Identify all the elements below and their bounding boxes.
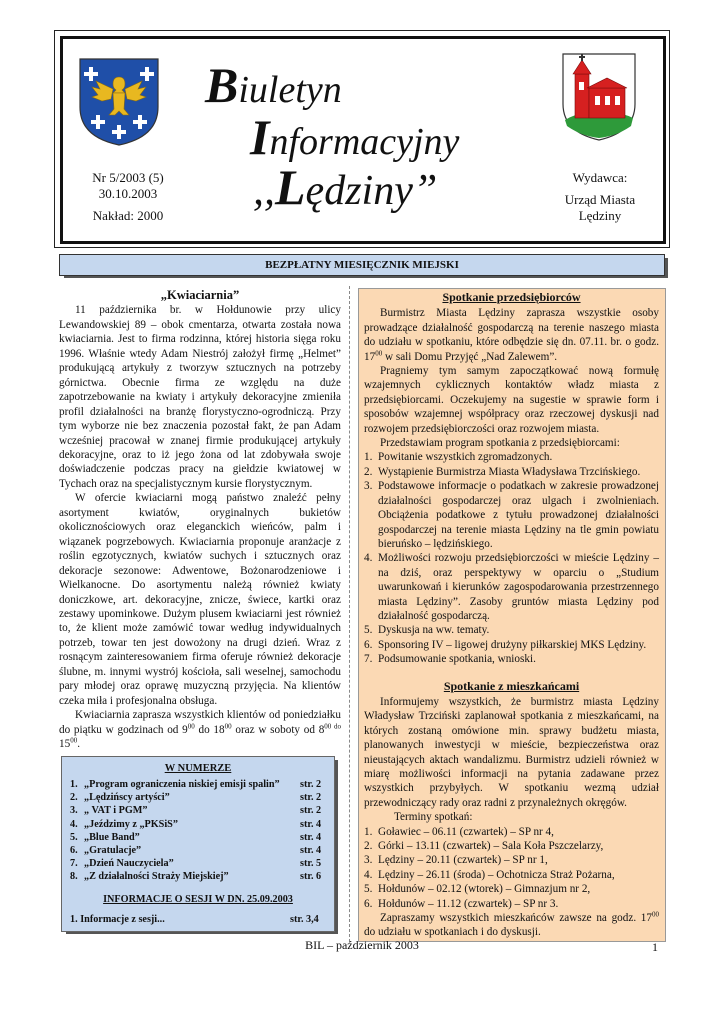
- toc-session-item[interactable]: 1. Informacje z sesji... str. 3,4: [70, 913, 319, 925]
- right-column: [364, 290, 659, 940]
- toc-item[interactable]: 1. „Program ograniczenia niskiej emisji spalin” str. 2: [70, 779, 322, 790]
- session-heading: INFORMACJE O SESJI W DN. 25.09.2003: [103, 893, 293, 905]
- list-item: 6. Sponsoring IV – ligowej drużyny piłkarskiej MKS Lędziny.: [364, 638, 647, 651]
- toc-item[interactable]: 6. „Gratulacje” str. 4: [70, 844, 322, 856]
- toc-item[interactable]: 5. „Blue Band” str. 4: [70, 831, 322, 843]
- meetings-list: [364, 825, 659, 911]
- toc-item[interactable]: 8. „Z działalności Straży Miejskiej” str. 6: [70, 871, 322, 883]
- table-of-contents: [61, 756, 335, 932]
- silesian-eagle-crest-icon: [78, 57, 160, 147]
- list-item: 4. Możliwości rozwoju przedsiębiorczości w mieście Lędziny – na dziś, oraz perspektywy w oparciu o „Studium uwarunkowań i kierunków zagospodarowania przestrzennego miasta Lędziny”. Zasoby gruntów miasta Lędziny pod działalność gospodarczą.: [364, 552, 659, 622]
- toc-list: [62, 778, 334, 884]
- toc-item[interactable]: 7. „Dzień Nauczyciela” str. 5: [70, 858, 322, 870]
- toc-heading: W NUMERZE: [164, 763, 232, 774]
- list-item: 2. Górki – 13.11 (czwartek) – Sala Koła Pszczelarzy,: [364, 840, 604, 853]
- article-kwiaciarnia: [59, 288, 341, 752]
- article-paragraph: Kwiaciarnia zaprasza wszystkich klientów od poniedziałku do piątku w godzinach od $9^{00}$ do $18^{00}$ oraz w soboty od $8^{00 do}$ $15^{00}$.: [59, 709, 341, 751]
- footer: BIL – październik 2003: [305, 938, 419, 952]
- title-line-1: Biuletyn: [205, 57, 342, 113]
- list-item: 5. Dyskusja na ww. tematy.: [364, 624, 490, 637]
- list-item: 2. Wystąpienie Burmistrza Miasta Władysława Trzcińskiego.: [364, 465, 641, 478]
- list-item: 4. Lędziny – 26.11 (środa) – Ochotnicza Straż Pożarna,: [364, 868, 615, 881]
- list-item: 3. Podstawowe informacje o podatkach w zakresie prowadzonej działalności gospodarczej oraz ulgach i zwolnieniach. Obciążenia podatkowe z tytułu prowadzonej działalności gospodarczej na terenie miasta Lędziny na tle gmin powiatu bieruńsko – lędzińskiego.: [364, 480, 659, 550]
- article-paragraph: Informujemy wszystkich, że burmistrz miasta Lędziny Władysław Trzciński zaplanował spotkania z mieszkańcami, na których zostaną omówione min. sprawy budżetu miasta, planowanych inwestycji w mieście, bezpieczeństwa oraz nieustających aktach wandalizmu. Burmistrz udzieli również w miarę możliwości informacji na pytania zadawane przez wszystkich przybyłych. W spotkaniu wezmą udział przewodniczący rady oraz radni z przynależnych okręgów.: [364, 695, 659, 809]
- toc-item[interactable]: 2. „Lędzińscy artyści” str. 2: [70, 792, 322, 804]
- list-item: 3. Lędziny – 20.11 (czwartek) – SP nr 1,: [364, 854, 548, 867]
- publisher-info: [552, 170, 648, 224]
- list-item: 7. Podsumowanie spotkania, wnioski.: [364, 653, 536, 666]
- article-paragraph: Zapraszamy wszystkich mieszkańców zawsze na godz. $17^{00}$ do udziału w spotkaniach i do dyskusji.: [364, 910, 659, 939]
- issue-date: 30.10.2003: [98, 186, 158, 201]
- list-item: 1. Powitanie wszystkich zgromadzonych.: [364, 451, 553, 464]
- issue-info: [80, 170, 176, 224]
- issue-number: Nr 5/2003 (5): [92, 170, 164, 185]
- list-item: 6. Hołdunów – 11.12 (czwartek) – SP nr 3.: [364, 897, 559, 910]
- list-item: 5. Hołdunów – 02.12 (wtorek) – Gimnazjum nr 2,: [364, 883, 591, 896]
- article-paragraph: 11 października br. w Hołdunowie przy ulicy Lewandowskiej 89 – obok cmentarza, otwarta została nowa kwiaciarnia. Jest to firma rodzinna, której historia sięga roku 1996. Właśnie wtedy Adam Niestrój założył firmę „Helmet” produkującą artykuły z tworzyw sztucznych na potrzeby górnictwa. Obecnie firma ze względu na duże zapotrzebowanie na kwiaty i artykuły dekoracyjne zmieniła profil działalności na branżę florystyczno-ogrodniczą. Przy tym wyborze nie bez znaczenia pozostał fakt, że pan Adam wcześniej pracował w znanej firmie produkującej artykuły dekoracyjne, oraz to iż jego żona od lat zdobywała swoje doświadczenie podczas pracy na giełdzie kwiatowej w Tychach oraz na specjalistycznym kursie florystycznym.: [59, 304, 341, 490]
- banner: BEZPŁATNY MIESIĘCZNIK MIEJSKI: [59, 254, 665, 276]
- article-paragraph: Przedstawiam program spotkania z przedsiębiorcami:: [380, 437, 620, 450]
- article-title: „Kwiaciarnia”: [160, 288, 240, 302]
- title-line-3: ,,Lędziny”: [253, 159, 438, 215]
- circulation: Nakład: 2000: [92, 208, 164, 223]
- list-item: 1. Goławiec – 06.11 (czwartek) – SP nr 4,: [364, 825, 554, 838]
- toc-item[interactable]: 4. „Jeździmy z „PKSiS” str. 4: [70, 818, 322, 830]
- publisher-label: Wydawca:: [572, 170, 628, 185]
- title-line-2: Informacyjny: [250, 109, 460, 165]
- publisher-line-1: Urząd Miasta: [564, 192, 636, 207]
- article-paragraph: W ofercie kwiaciarni mogą państwo znaleźć pełny asortyment kwiatów, oryginalnych bukietów okolicznościowych oraz eleganckich wieńców, palm i wiązanek pogrzebowych. Kwiaciarnia proponuje aranżacje z roślin egzotycznych, kwiatów suchych i sztucznych oraz dekoracje sezonowe: Adwentowe, Bożonarodzeniowe i Wielkanocne. Do asortymentu należą również kwiaty doniczkowe, art. dekoracyjne, znicze, świece, kartki oraz zestawy upominkowe. Dużym plusem kwiaciarni jest również to, że klient może zamówić towar według indywidualnych potrzeb, towar ten jest dowożony na drugi dzień. Wraz z rosnącym zainteresowaniem firma oferuje również dekoracje ślubne, m. innymi wystrój kościoła, sali weselnej, samochodu pary młodej oraz oprawę muzyczną przyjęcia. Na klientów czeka miła i profesjonalna obsługa.: [59, 492, 341, 707]
- article-paragraph: Terminy spotkań:: [394, 811, 473, 824]
- church-crest-icon: [561, 52, 637, 142]
- article-paragraph: Pragniemy tym samym zapoczątkować nową formułę wzajemnych cyklicznych kontaktów władz miasta z przedsiębiorcami. Oczekujemy na sugestie w sprawie form i sposobów wzajemnej współpracy oraz rzeczowej dyskusji nad rozwojem przedsiębiorczości oraz rozwojem miasta.: [364, 365, 659, 435]
- article-title: Spotkanie z mieszkańcami: [443, 678, 580, 693]
- column-divider: [349, 286, 350, 942]
- article-paragraph: Burmistrz Miasta Lędziny zaprasza wszystkie osoby prowadzące działalność gospodarczą na terenie naszego miasta do udziału w spotkaniu, które odbędzie się dn. 07.11. br. o godz. $17^{00}$ w sali Domu Przyjęć „Nad Zalewem”.: [364, 307, 659, 363]
- program-list: [364, 450, 659, 666]
- article-title: Spotkanie przedsiębiorców: [442, 290, 581, 304]
- toc-item[interactable]: 3. „ VAT i PGM” str. 2: [70, 805, 322, 817]
- publisher-line-2: Lędziny: [578, 208, 622, 223]
- page-number: 1: [652, 940, 658, 954]
